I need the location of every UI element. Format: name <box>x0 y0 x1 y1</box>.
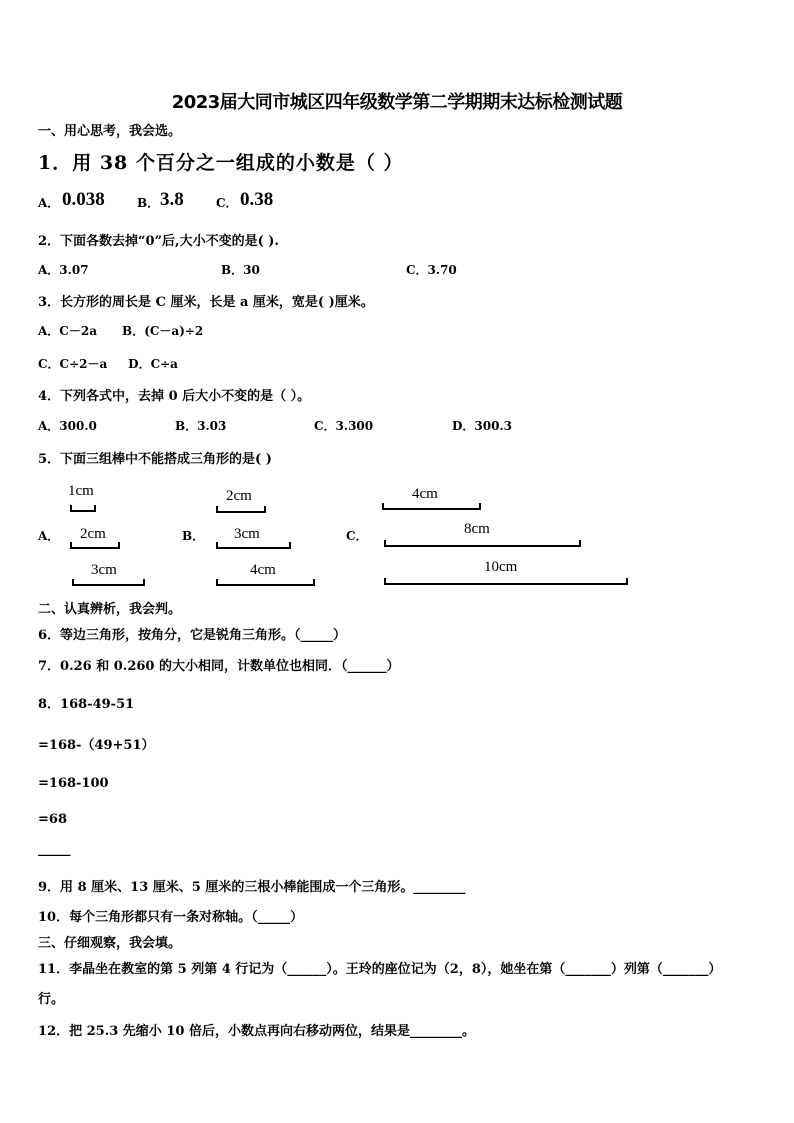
q4-option-c: C．3.300 <box>314 419 374 433</box>
section-heading-fill: 三、仔细观察，我会填。 <box>38 936 182 951</box>
q2-option-a: A．3.07 <box>38 263 89 277</box>
q1-option-c: 0.38 <box>240 189 274 210</box>
stick-label-c2: 8cm <box>464 521 490 537</box>
question-1: 1．用 38 个百分之一组成的小数是（ ） <box>38 152 404 174</box>
q8-step-3: =68 <box>38 812 67 827</box>
q1-option-b-label: B． <box>137 196 160 210</box>
question-8: 8．168-49-51 <box>38 697 135 712</box>
question-2: 2．下面各数去掉“0”后,大小不变的是( ). <box>38 234 279 249</box>
q4-option-b: B．3.03 <box>175 419 227 433</box>
question-12: 12．把 25.3 先缩小 10 倍后，小数点再向右移动两位，结果是________。 <box>38 1024 475 1039</box>
q1-option-c-label: C． <box>216 196 238 210</box>
q8-step-2: =168-100 <box>38 776 109 791</box>
q5-option-c-label: C． <box>346 529 368 543</box>
stick-b3 <box>216 579 315 586</box>
q8-answer-blank: _____ <box>38 842 71 857</box>
stick-label-b2: 3cm <box>234 526 260 542</box>
stick-a2 <box>70 542 120 549</box>
stick-label-c3: 10cm <box>484 559 518 575</box>
question-11: 11．李晶坐在教室的第 5 列第 4 行记为（______）。王玲的座位记为（2，8），她坐在第（_______）列第（_______） <box>38 962 722 977</box>
stick-c3 <box>384 578 628 585</box>
stick-a3 <box>72 579 145 586</box>
question-6: 6．等边三角形，按角分，它是锐角三角形。（_____） <box>38 628 347 643</box>
q3-options-row-1: A．C－2a B．(C－a)÷2 <box>38 324 204 338</box>
question-5: 5．下面三组棒中不能搭成三角形的是( ) <box>38 452 272 467</box>
stick-label-a2: 2cm <box>80 526 106 542</box>
q5-option-b-label: B． <box>182 529 205 543</box>
section-heading-judge: 二、认真辨析，我会判。 <box>38 602 182 617</box>
question-7: 7．0.26 和 0.260 的大小相同，计数单位也相同．（______） <box>38 659 400 674</box>
question-9: 9．用 8 厘米、13 厘米、5 厘米的三根小棒能围成一个三角形。________ <box>38 880 466 895</box>
question-11-continued: 行。 <box>38 992 65 1007</box>
stick-c1 <box>382 503 481 510</box>
q2-option-b: B．30 <box>221 263 260 277</box>
q1-option-a-label: A． <box>38 196 60 210</box>
stick-label-c1: 4cm <box>412 486 438 502</box>
stick-label-b3: 4cm <box>250 562 276 578</box>
stick-label-a3: 3cm <box>91 562 117 578</box>
q3-options-row-2: C．C÷2－a D．C÷a <box>38 357 178 371</box>
section-heading-choice: 一、用心思考，我会选。 <box>38 124 182 139</box>
question-3: 3．长方形的周长是 C 厘米，长是 a 厘米，宽是( )厘米。 <box>38 295 374 310</box>
question-10: 10．每个三角形都只有一条对称轴。（_____） <box>38 910 304 925</box>
stick-b1 <box>216 506 266 513</box>
stick-b2 <box>216 542 291 549</box>
q8-step-1: =168-（49+51） <box>38 738 155 753</box>
stick-a1 <box>70 505 96 512</box>
q4-option-d: D．300.3 <box>452 419 512 433</box>
stick-label-a1: 1cm <box>68 483 94 499</box>
q4-option-a: A．300.0 <box>38 419 97 433</box>
q1-option-a: 0.038 <box>62 189 105 210</box>
stick-label-b1: 2cm <box>226 488 252 504</box>
page-title: 2023届大同市城区四年级数学第二学期期末达标检测试题 <box>171 92 623 113</box>
question-4: 4．下列各式中，去掉 0 后大小不变的是（ ）。 <box>38 389 311 404</box>
q2-option-c: C．3.70 <box>406 263 457 277</box>
q5-option-a-label: A． <box>38 529 60 543</box>
stick-c2 <box>384 540 581 547</box>
q1-option-b: 3.8 <box>160 189 184 210</box>
